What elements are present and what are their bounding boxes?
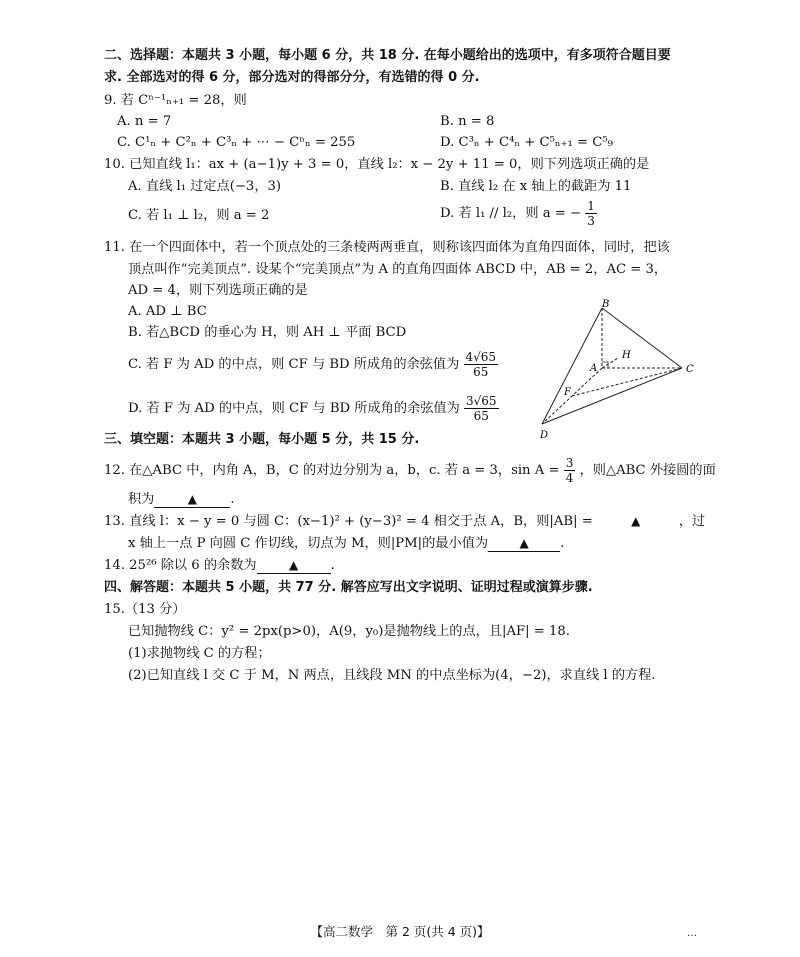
q11-option-c-fraction [464,350,499,379]
q12-line2-prefix: 积为 [128,492,155,507]
q11-line1: 11. 在一个四面体中，若一个顶点处的三条棱两两垂直，则称该四面体为直角四面体，同时，把该 [104,240,670,255]
q15-line1: 已知抛物线 C：y² = 2px(p>0)，A(9，y₀)是抛物线上的点，且|AF| = 18. [128,624,570,639]
label-A: A [590,363,598,374]
q14-prefix: 14. 25²⁶ 除以 6 的余数为 [104,558,257,573]
q10-option-c: C. 若 l₁ ⊥ l₂，则 a = 2 [128,208,270,223]
q11-option-c [128,350,498,379]
q14-answer-blank[interactable]: ▲ [257,557,331,574]
q11-option-c-numerator: 4√65 [465,350,497,364]
q11-option-d-numerator: 3√65 [465,394,497,408]
q10-option-d [440,199,597,228]
q10-option-d-prefix: D. 若 l₁ // l₂，则 a = − [440,205,582,221]
tetrahedron-figure [530,296,710,442]
segment-AH [602,358,618,368]
q13-line1 [104,513,705,531]
q11-option-c-denominator: 65 [473,365,489,379]
q13-answer-blank-2[interactable]: ▲ [488,535,560,552]
edge-BC [602,308,682,368]
q15-part1: (1)求抛物线 C 的方程； [128,646,271,661]
label-D: D [540,430,549,441]
q12-line1-prefix: 12. 在△ABC 中，内角 A，B，C 的对边分别为 a，b，c. 若 a = 3，sin A = [104,462,560,478]
q14-line [104,557,335,575]
q14-suffix: . [330,558,335,573]
q13-line2 [128,535,564,553]
footer-mark: … [687,928,697,939]
q11-option-d [128,394,499,423]
q11-option-c-prefix: C. 若 F 为 AD 的中点，则 CF 与 BD 所成角的余弦值为 [128,356,460,372]
label-B: B [602,299,610,310]
section3-header: 三、填空题：本题共 3 小题，每小题 5 分，共 15 分. [104,432,420,447]
q13-line2-suffix: . [560,536,565,551]
q10-option-d-denominator: 3 [587,214,595,228]
label-H: H [622,350,631,361]
q13-line1-suffix: ，过 [678,514,706,529]
q13-line1-prefix: 13. 直线 l：x − y = 0 与圆 C：(x−1)² + (y−3)² = 4 相交于点 A，B，则|AB| = [104,514,593,529]
q12-line2-suffix: . [230,492,235,507]
q10-option-d-fraction [585,199,597,228]
q11-line2: 顶点叫作“完美顶点”. 设某个“完美顶点”为 A 的直角四面体 ABCD 中，AB = 2，AC = 3， [128,262,668,277]
page-footer: 【高二数学 第 2 页(共 4 页)】 [310,924,490,939]
section4-header: 四、解答题：本题共 5 小题，共 77 分. 解答应写出文字说明、证明过程或演算步骤. [104,580,593,595]
q9-option-b: B. n = 8 [440,114,495,129]
label-F: F [564,387,571,398]
q11-option-d-denominator: 65 [473,409,489,423]
q12-line1-suffix: ，则△ABC 外接圆的面 [579,462,716,478]
q13-answer-blank-1[interactable]: ▲ [631,514,641,528]
q12-answer-blank[interactable]: ▲ [154,491,230,508]
q9-option-d: D. C³ₙ + C⁴ₙ + C⁵ₙ₊₁ = C⁵₉ [440,135,613,150]
q15-part2: (2)已知直线 l 交 C 于 M，N 两点，且线段 MN 的中点坐标为(4，−2)，求直线 l 的方程. [128,668,656,683]
q12-line1 [104,456,716,485]
q11-option-a: A. AD ⊥ BC [128,304,207,319]
q12-line2 [128,491,235,509]
q11-option-d-prefix: D. 若 F 为 AD 的中点，则 CF 与 BD 所成角的余弦值为 [128,400,460,416]
q11-line3: AD = 4，则下列选项正确的是 [128,283,308,298]
label-C: C [686,364,694,375]
q12-numerator: 3 [565,456,574,470]
q12-fraction [564,456,576,485]
q9-stem: 9. 若 Cⁿ⁻¹ₙ₊₁ = 28，则 [104,93,247,108]
section2-header-line1: 二、选择题：本题共 3 小题，每小题 6 分，共 18 分. 在每小题给出的选项中，有多项符合题目要 [104,48,671,63]
q11-option-d-fraction [464,394,499,423]
q10-option-d-numerator: 1 [587,199,595,213]
q10-option-b: B. 直线 l₂ 在 x 轴上的截距为 11 [440,179,632,194]
edge-DC [542,368,682,424]
q10-option-a: A. 直线 l₁ 过定点(−3，3) [128,179,282,194]
q9-option-c: C. C¹ₙ + C²ₙ + C³ₙ + ⋯ − Cⁿₙ = 255 [117,135,356,150]
q11-option-b: B. 若△BCD 的垂心为 H，则 AH ⊥ 平面 BCD [128,325,407,340]
q15-head: 15.（13 分） [104,602,186,617]
q13-line2-prefix: x 轴上一点 P 向圆 C 作切线，切点为 M，则|PM|的最小值为 [128,536,489,551]
q9-option-a: A. n = 7 [117,114,172,129]
q12-denominator: 4 [565,471,574,485]
q10-stem: 10. 已知直线 l₁：ax + (a−1)y + 3 = 0，直线 l₂：x − 2y + 11 = 0，则下列选项正确的是 [104,157,650,172]
section2-header-line2: 求. 全部选对的得 6 分，部分选对的得部分分，有选错的得 0 分. [104,70,480,85]
segment-FC [572,368,682,396]
